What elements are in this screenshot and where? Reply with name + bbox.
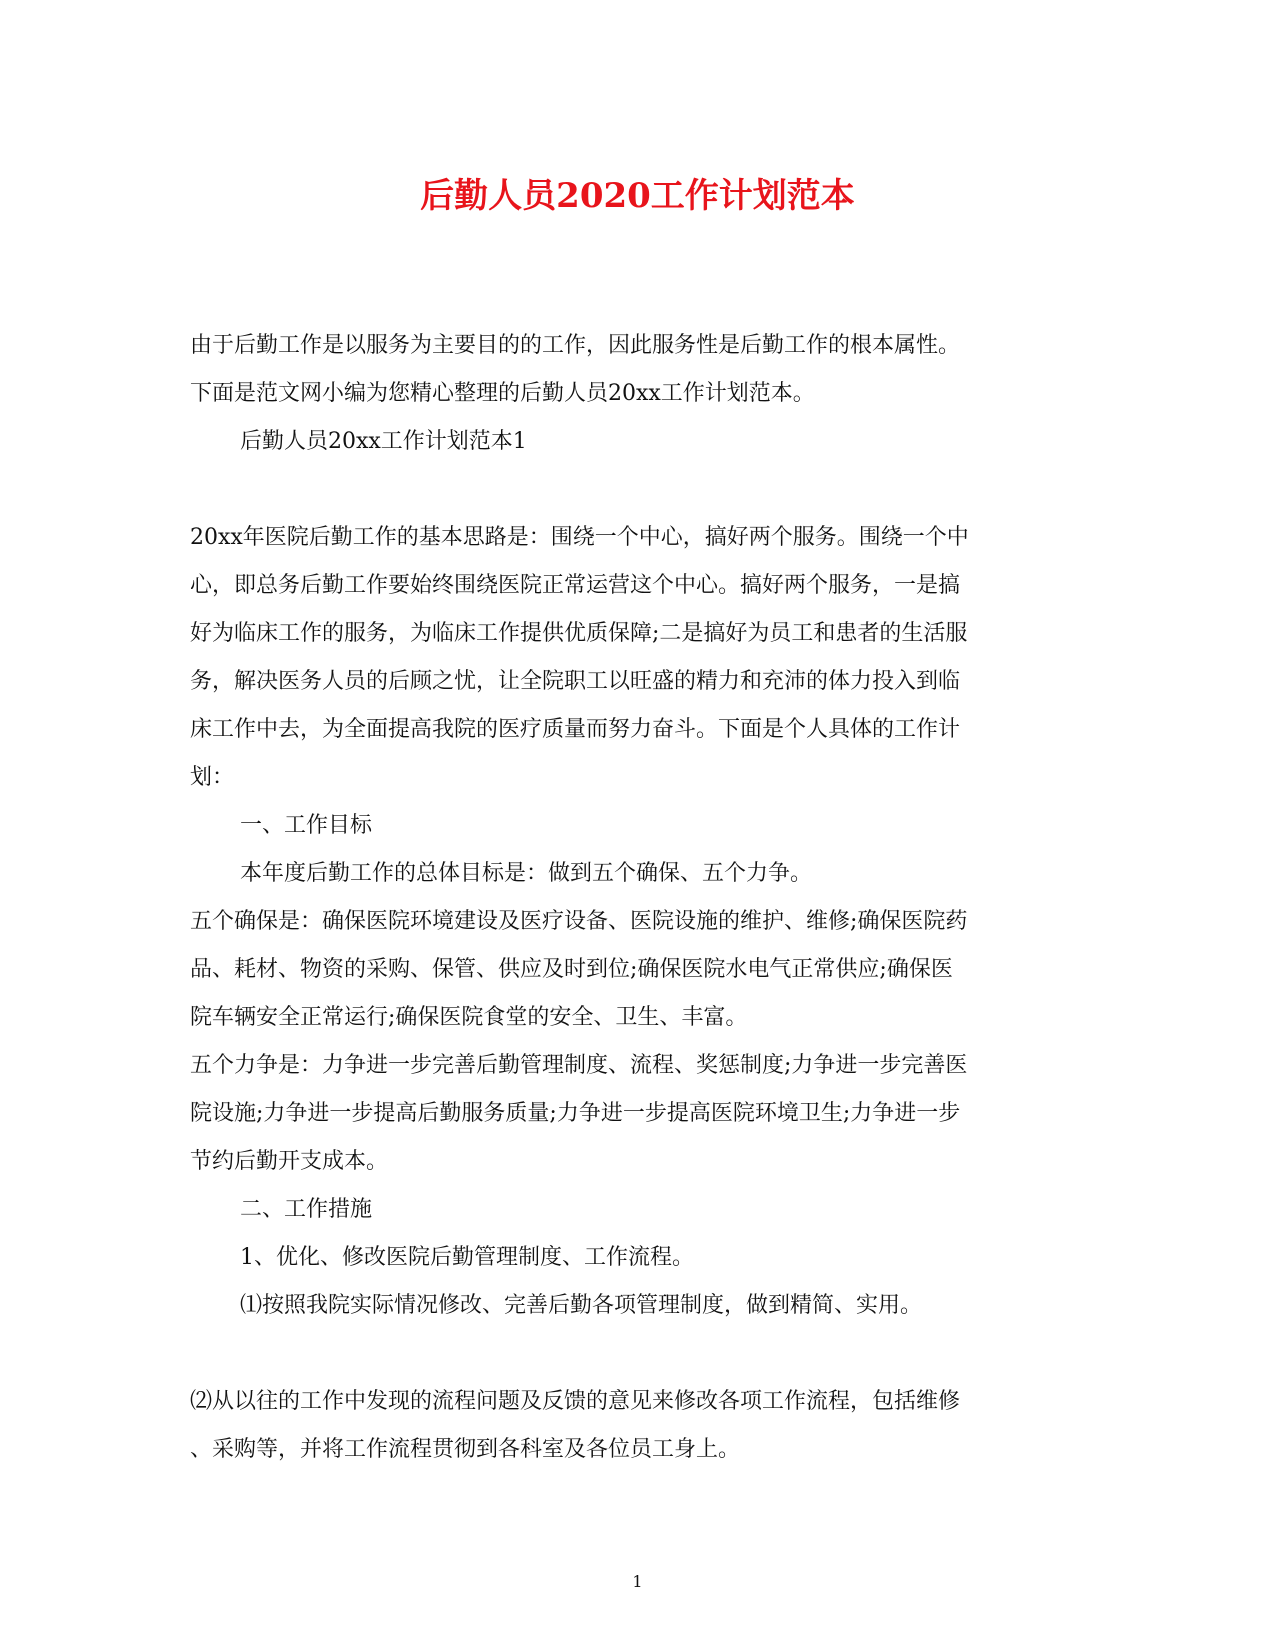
paragraph-line: 心，即总务后勤工作要始终围绕医院正常运营这个中心。搞好两个服务，一是搞 [190, 573, 961, 598]
paragraph-line: 好为临床工作的服务，为临床工作提供优质保障;二是搞好为员工和患者的生活服 [190, 621, 968, 646]
paragraph-line: 院车辆安全正常运行;确保医院食堂的安全、卫生、丰富。 [190, 1005, 748, 1030]
page-number: 1 [632, 1572, 643, 1591]
section-heading: 后勤人员20xx工作计划范本1 [240, 429, 527, 454]
paragraph-line: 节约后勤开支成本。 [190, 1149, 389, 1174]
document-title: 后勤人员2020工作计划范本 [420, 176, 855, 216]
paragraph-line: 务，解决医务人员的后顾之忧，让全院职工以旺盛的精力和充沛的体力投入到临 [190, 669, 961, 694]
paragraph-line: 、采购等，并将工作流程贯彻到各科室及各位员工身上。 [190, 1437, 741, 1462]
list-item: ⑴按照我院实际情况修改、完善后勤各项管理制度，做到精简、实用。 [240, 1293, 923, 1318]
paragraph-line: 由于后勤工作是以服务为主要目的的工作，因此服务性是后勤工作的根本属性。 [190, 333, 961, 358]
blank-line [190, 466, 1075, 514]
blank-line [190, 1330, 1075, 1378]
paragraph-line: 五个力争是：力争进一步完善后勤管理制度、流程、奖惩制度;力争进一步完善医 [190, 1053, 968, 1078]
paragraph-line: 划： [190, 765, 235, 790]
paragraph-line: 品、耗材、物资的采购、保管、供应及时到位;确保医院水电气正常供应;确保医 [190, 957, 953, 982]
paragraph-line: 本年度后勤工作的总体目标是：做到五个确保、五个力争。 [240, 861, 813, 886]
section-heading: 二、工作措施 [240, 1197, 373, 1222]
paragraph-line: 五个确保是：确保医院环境建设及医疗设备、医院设施的维护、维修;确保医院药 [190, 909, 968, 934]
paragraph-line: 院设施;力争进一步提高后勤服务质量;力争进一步提高医院环境卫生;力争进一步 [190, 1101, 961, 1126]
list-item: ⑵从以往的工作中发现的流程问题及反馈的意见来修改各项工作流程，包括维修 [190, 1389, 961, 1414]
paragraph-line: 下面是范文网小编为您精心整理的后勤人员20xx工作计划范本。 [190, 381, 815, 406]
paragraph-line: 床工作中去，为全面提高我院的医疗质量而努力奋斗。下面是个人具体的工作计 [190, 717, 961, 742]
section-heading: 一、工作目标 [240, 813, 373, 838]
list-item: 1、优化、修改医院后勤管理制度、工作流程。 [240, 1245, 694, 1270]
paragraph-line: 20xx年医院后勤工作的基本思路是：围绕一个中心，搞好两个服务。围绕一个中 [190, 525, 969, 550]
document-body [190, 322, 1075, 1474]
